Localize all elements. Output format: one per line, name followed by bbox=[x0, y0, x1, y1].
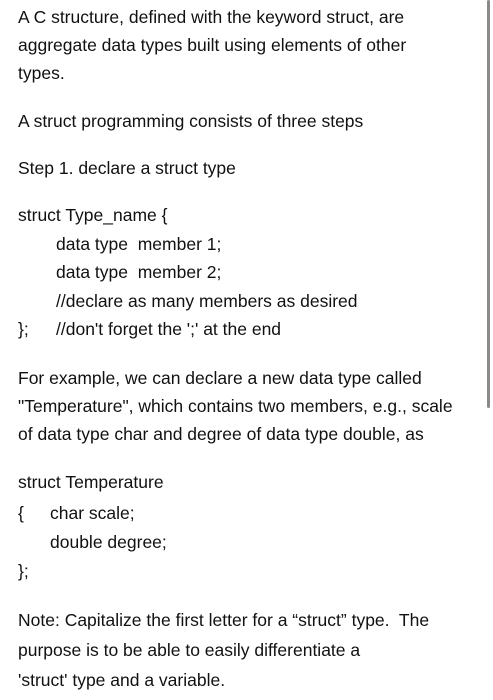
code2-struct-open: struct Temperature bbox=[18, 472, 164, 492]
code-comment: //declare as many members as desired bbox=[56, 291, 358, 311]
code-close-brace: }; bbox=[18, 319, 29, 339]
code-close-comment: //don't forget the ';' at the end bbox=[56, 319, 282, 339]
note-line-1: Note: Capitalize the first letter for a “struct” type. The bbox=[18, 610, 430, 630]
paragraph-example-line-3: of data type char and degree of data type double, as bbox=[18, 424, 424, 444]
code-member-1: data type member 1; bbox=[56, 234, 222, 254]
scrollbar[interactable] bbox=[487, 0, 490, 408]
code2-close: }; bbox=[18, 561, 29, 581]
code2-member-1: char scale; bbox=[50, 503, 135, 523]
code2-open-brace: { bbox=[18, 503, 24, 523]
paragraph-step1: Step 1. declare a struct type bbox=[18, 158, 236, 178]
code-struct-open: struct Type_name { bbox=[18, 205, 168, 225]
code2-member-2: double degree; bbox=[50, 532, 167, 552]
note-line-3: 'struct' type and a variable. bbox=[18, 670, 226, 690]
code-member-2: data type member 2; bbox=[56, 262, 222, 282]
paragraph-example-line-1: For example, we can declare a new data type called bbox=[18, 368, 422, 388]
note-line-2: purpose is to be able to easily differentiate a bbox=[18, 640, 361, 660]
paragraph-intro-line-3: types. bbox=[18, 63, 65, 83]
paragraph-intro-line-2: aggregate data types built using elements of other bbox=[18, 35, 407, 55]
paragraph-example-line-2: "Temperature", which contains two members, e.g., scale bbox=[18, 396, 453, 416]
paragraph-steps: A struct programming consists of three steps bbox=[18, 111, 364, 131]
paragraph-intro-line-1: A C structure, defined with the keyword struct, are bbox=[18, 7, 405, 27]
